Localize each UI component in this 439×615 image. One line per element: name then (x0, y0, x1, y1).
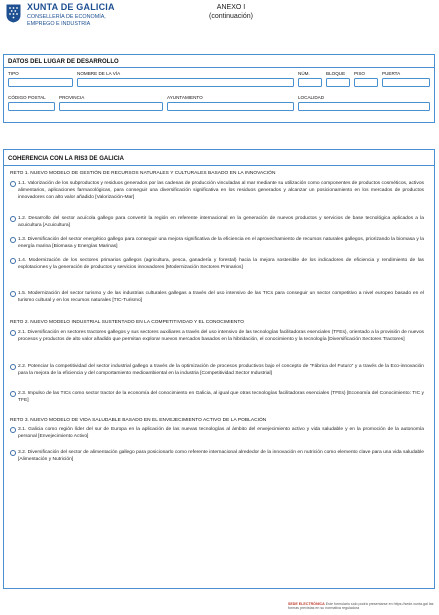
type-label: TIPO (8, 71, 19, 76)
type-field[interactable] (8, 78, 73, 87)
organization-name: XUNTA DE GALICIA (27, 2, 115, 12)
section-divider (4, 67, 434, 68)
municipality-field[interactable] (167, 102, 294, 111)
block-label: BLOQUE (326, 71, 346, 76)
radio-button[interactable] (10, 237, 16, 243)
challenge-1-title: RETO 1. NUEVO MODELO DE GESTIÓN DE RECURSOS NATURALES Y CULTURALES BASADO EN LA INNOVACIÓN (10, 171, 276, 176)
ris3-option-3-2 (10, 449, 424, 463)
option-label: 2.3. Impulso de las TICs como sector tractor de la economía del conocimiento en Galicia, al igual que otras tecnologías facilitadoras esenciales (TFEs) [Economía del Conocimiento: TIC y TFE] (18, 391, 424, 403)
ris3-option-1-3 (10, 236, 424, 250)
challenge-3-title: RETO 3. NUEVO MODELO DE VIDA SALUDABLE BASADO EN EL ENVEJECIMIENTO ACTIVO DE LA POBLACIÓN (10, 418, 267, 423)
ris3-option-3-1 (10, 426, 424, 440)
option-label: 1.5. Modernización del sector turismo y de las industrias culturales gallegas a través del uso intensivo de las TICs para conseguir un sector competitivo a nivel europeo basado en el turismo cultural y en los recursos naturales [TIC-Turismo] (18, 291, 424, 303)
radio-button[interactable] (10, 450, 16, 456)
locality-field[interactable] (298, 102, 430, 111)
option-label: 1.3. Diversificación del sector energético gallego para conseguir una mejora significativa de la eficiencia en el aprovechamiento de recursos naturales gallegos, priorizando la biomasa y la energía marina [Biomasa y Energías Marinas] (18, 237, 424, 249)
door-field[interactable] (382, 78, 430, 87)
postal-code-label: CÓDIGO POSTAL (8, 95, 46, 100)
radio-button[interactable] (10, 216, 16, 222)
option-label: 1.2. Desarrollo del sector acuícola gallego para convertir la región en referente internacional en la generación de nuevos productos y servicios de base tecnológica aplicados a la acuicultura [Acuicultura] (18, 216, 424, 228)
floor-field[interactable] (354, 78, 378, 87)
annex-heading (176, 4, 286, 22)
option-label: 3.2. Diversificación del sector de alimentación gallego para posicionarlo como referente internacional alrededor de la innovación en nutrición como elemento clave para una vida saludable [Alimentación y Nutrición] (18, 450, 424, 462)
radio-button[interactable] (10, 364, 16, 370)
radio-button[interactable] (10, 427, 16, 433)
option-label: 2.1. Diversificación en sectores tractores gallegos y sus sectores auxiliares a través del uso intensivo de las tecnologías facilitadoras esenciales (TFEs), orientado a la provisión de nuevos procesos y productos de alto valor añadido que permitan explorar nuevos mercados basados en la hibridación, el conocimiento y la tecnología [Diversificación Sectores Tractores] (18, 330, 424, 342)
radio-button[interactable] (10, 391, 16, 397)
challenge-2-title: RETO 2. NUEVO MODELO INDUSTRIAL SUSTENTADO EN LA COMPETITIVIDAD Y EL CONOCIMIENTO (10, 320, 245, 325)
ris3-option-1-4 (10, 257, 424, 271)
radio-button[interactable] (10, 258, 16, 264)
floor-label: PISO (354, 71, 365, 76)
xunta-logo-icon (6, 4, 21, 23)
postal-code-field[interactable] (8, 102, 55, 111)
section-title: COHERENCIA CON LA RIS3 DE GALICIA (8, 156, 124, 162)
ris3-option-2-3 (10, 390, 424, 404)
block-field[interactable] (326, 78, 350, 87)
footer-note: Este formulario sólo podrá presentarse en https://sede.xunta.gal las formas previstas en su normativa reguladora (288, 602, 434, 611)
annex-title: ANEXO I (216, 4, 246, 11)
electronic-office-seal: SEDE ELECTRÓNICA (288, 602, 325, 606)
ris3-coherence-section (3, 149, 435, 589)
radio-button[interactable] (10, 330, 16, 336)
radio-button[interactable] (10, 181, 16, 187)
street-name-field[interactable] (77, 78, 294, 87)
option-label: 3.1. Galicia como región líder del sur de Europa en la aplicación de las nuevas tecnologías al ámbito del envejecimiento activo y vida saludable y en la promoción de la autonomía personal [Envejecimiento Activo] (18, 427, 424, 439)
door-label: PUERTA (382, 71, 401, 76)
number-field[interactable] (298, 78, 322, 87)
radio-button[interactable] (10, 291, 16, 297)
annex-subtitle: (continuación) (209, 12, 253, 20)
option-label: 1.1. Valorización de los subproductos y residuos generados por las cadenas de producción vinculadas al mar mediante su utilización como componentes de productos cosméticos, activos alimentarios, aplicaciones farmacológicas, para conseguir una diversificación significativa en los residuos generados y alcanzar un posicionamiento en los mercados de productos innovadores con alto valor añadido [Valorización-Mar] (18, 181, 424, 200)
ris3-option-1-1 (10, 180, 424, 201)
department-name-line1: CONSELLERÍA DE ECONOMÍA, (27, 14, 106, 20)
province-field[interactable] (59, 102, 163, 111)
locality-label: LOCALIDAD (298, 95, 325, 100)
electronic-office-footer (288, 602, 436, 611)
ris3-option-1-5 (10, 290, 424, 304)
section-divider (4, 165, 434, 166)
organization-brand (27, 3, 115, 28)
option-label: 2.2. Potenciar la competitividad del sector industrial gallego a través de la optimización de procesos productivos bajo el concepto de “Fábrica del Futuro” y a través de la Eco-innovación para la mejora de la eficiencia y del comportamiento medioambiental en la industria [Competitividad Sector Industrial] (18, 364, 424, 376)
street-name-label: NOMBRE DE LA VÍA (77, 71, 121, 76)
ris3-option-2-1 (10, 329, 424, 343)
option-label: 1.4. Modernización de los sectores primarios gallegos (agricultura, pesca, ganadería y forestal) hacia la mejora sostenible de los indicadores de eficiencia y rendimiento de las explotaciones y la generación de productos y servicios innovadores [Modernización Sectores Primarios] (18, 258, 424, 270)
ris3-option-2-2 (10, 363, 424, 377)
development-place-section (3, 54, 435, 123)
department-name-line2: EMPREGO E INDUSTRIA (27, 20, 91, 27)
document-header (6, 3, 433, 39)
province-label: PROVINCIA (59, 95, 85, 100)
ris3-option-1-2 (10, 215, 424, 229)
number-label: NÚM. (298, 71, 310, 76)
municipality-label: AYUNTAMIENTO (167, 95, 203, 100)
section-title: DATOS DEL LUGAR DE DESARROLLO (8, 59, 119, 65)
